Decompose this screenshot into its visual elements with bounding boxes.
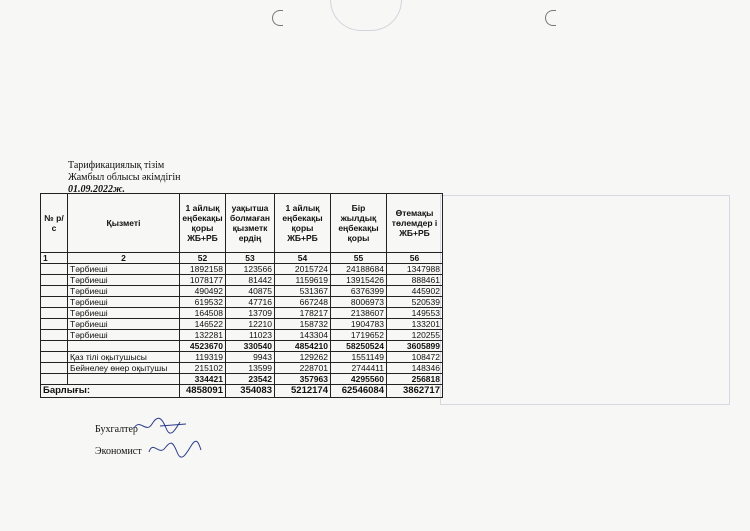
- value-cell: 2138607: [331, 308, 387, 319]
- row-no: [41, 286, 68, 297]
- table-row: [41, 363, 443, 374]
- value-cell: 13709: [226, 308, 275, 319]
- subtotal-cell: 4854210: [275, 341, 331, 352]
- doc-date: 01.09.2022ж.: [68, 184, 126, 195]
- org-name: Жамбыл облысы әкімдігін: [68, 172, 181, 183]
- value-cell: 123566: [226, 264, 275, 275]
- document-header: [68, 160, 180, 196]
- value-cell: 13915426: [331, 275, 387, 286]
- value-cell: 490492: [180, 286, 226, 297]
- value-cell: 1892158: [180, 264, 226, 275]
- position-name: Тәрбиеші: [68, 330, 180, 341]
- total-cell: 4858091: [180, 385, 226, 398]
- row-no: [41, 319, 68, 330]
- value-cell: 164508: [180, 308, 226, 319]
- tariff-table: [40, 193, 443, 398]
- value-cell: 2015724: [275, 264, 331, 275]
- empty-cell: [41, 341, 68, 352]
- table-row: [41, 319, 443, 330]
- position-name: Тәрбиеші: [68, 275, 180, 286]
- bleed-through-seal: [330, 0, 402, 31]
- value-cell: 108472: [387, 352, 443, 363]
- value-cell: 12210: [226, 319, 275, 330]
- value-cell: 24188684: [331, 264, 387, 275]
- index-cell: 56: [387, 253, 443, 264]
- value-cell: 520539: [387, 297, 443, 308]
- col-header-no: № р/с: [41, 194, 68, 253]
- subtotal-cell: 3605899: [387, 341, 443, 352]
- value-cell: 129262: [275, 352, 331, 363]
- empty-cell: [41, 374, 68, 385]
- value-cell: 11023: [226, 330, 275, 341]
- value-cell: 2744411: [331, 363, 387, 374]
- value-cell: 132281: [180, 330, 226, 341]
- bleed-through-table: [440, 195, 730, 405]
- doc-title: Тарификациялық тізім: [68, 160, 165, 171]
- value-cell: 120255: [387, 330, 443, 341]
- empty-cell: [68, 374, 180, 385]
- total-row: [41, 385, 443, 398]
- subtotal-cell: 23542: [226, 374, 275, 385]
- subtotal-cell: 4295560: [331, 374, 387, 385]
- value-cell: 888461: [387, 275, 443, 286]
- subtotal-cell: 58250524: [331, 341, 387, 352]
- position-name: Қаз тілі оқытушысы: [68, 352, 180, 363]
- subtotal-row: [41, 374, 443, 385]
- value-cell: 445902: [387, 286, 443, 297]
- table-row: [41, 297, 443, 308]
- value-cell: 1159619: [275, 275, 331, 286]
- value-cell: 148346: [387, 363, 443, 374]
- economist-label: Экономист: [95, 446, 142, 457]
- col-header-absent-staff: уақытша болмаған қызметк ердің: [226, 194, 275, 253]
- col-header-monthly-fund: 1 айлық еңбекақы қоры ЖБ+РБ: [180, 194, 226, 253]
- value-cell: 133201: [387, 319, 443, 330]
- subtotal-cell: 330540: [226, 341, 275, 352]
- value-cell: 158732: [275, 319, 331, 330]
- col-header-annual-fund: Бір жылдық еңбекақы қоры: [331, 194, 387, 253]
- value-cell: 9943: [226, 352, 275, 363]
- col-header-monthly-fund-2: 1 айлық еңбекақы қоры ЖБ+РБ: [275, 194, 331, 253]
- subtotal-cell: 256818: [387, 374, 443, 385]
- value-cell: 81442: [226, 275, 275, 286]
- index-cell: 1: [41, 253, 68, 264]
- total-label: Барлығы:: [41, 385, 180, 398]
- value-cell: 1719652: [331, 330, 387, 341]
- subtotal-cell: 357963: [275, 374, 331, 385]
- value-cell: 531367: [275, 286, 331, 297]
- accountant-signature: [130, 414, 190, 436]
- punch-hole: [272, 10, 283, 26]
- value-cell: 1904783: [331, 319, 387, 330]
- table-row: [41, 264, 443, 275]
- value-cell: 40875: [226, 286, 275, 297]
- table-row: [41, 275, 443, 286]
- table-row: [41, 308, 443, 319]
- total-cell: 354083: [226, 385, 275, 398]
- value-cell: 146522: [180, 319, 226, 330]
- row-no: [41, 352, 68, 363]
- row-no: [41, 308, 68, 319]
- position-name: Тәрбиеші: [68, 308, 180, 319]
- table-row: [41, 352, 443, 363]
- position-name: Бейнелеу өнер оқытушы: [68, 363, 180, 374]
- value-cell: 1551149: [331, 352, 387, 363]
- punch-hole: [545, 10, 556, 26]
- economist-signature: [145, 436, 205, 460]
- position-name: Тәрбиеші: [68, 297, 180, 308]
- value-cell: 6376399: [331, 286, 387, 297]
- position-name: Тәрбиеші: [68, 286, 180, 297]
- accountant-label: Бухгалтер: [95, 424, 138, 435]
- value-cell: 228701: [275, 363, 331, 374]
- index-cell: 52: [180, 253, 226, 264]
- position-name: Тәрбиеші: [68, 319, 180, 330]
- value-cell: 1347988: [387, 264, 443, 275]
- empty-cell: [68, 341, 180, 352]
- total-cell: 3862717: [387, 385, 443, 398]
- value-cell: 619532: [180, 297, 226, 308]
- position-name: Тәрбиеші: [68, 264, 180, 275]
- row-no: [41, 297, 68, 308]
- value-cell: 119319: [180, 352, 226, 363]
- value-cell: 149553: [387, 308, 443, 319]
- table-row: [41, 330, 443, 341]
- value-cell: 1078177: [180, 275, 226, 286]
- value-cell: 178217: [275, 308, 331, 319]
- index-cell: 53: [226, 253, 275, 264]
- row-no: [41, 275, 68, 286]
- subtotal-cell: 4523670: [180, 341, 226, 352]
- total-cell: 62546084: [331, 385, 387, 398]
- value-cell: 215102: [180, 363, 226, 374]
- value-cell: 13599: [226, 363, 275, 374]
- value-cell: 143304: [275, 330, 331, 341]
- value-cell: 47716: [226, 297, 275, 308]
- total-cell: 5212174: [275, 385, 331, 398]
- row-no: [41, 330, 68, 341]
- index-cell: 54: [275, 253, 331, 264]
- row-no: [41, 264, 68, 275]
- col-header-position: Қызметі: [68, 194, 180, 253]
- value-cell: 667248: [275, 297, 331, 308]
- row-no: [41, 363, 68, 374]
- col-header-compensation: Өтемақы төлемдер і ЖБ+РБ: [387, 194, 443, 253]
- table-row: [41, 286, 443, 297]
- index-cell: 55: [331, 253, 387, 264]
- index-cell: 2: [68, 253, 180, 264]
- subtotal-cell: 334421: [180, 374, 226, 385]
- index-row: [41, 253, 443, 264]
- subtotal-row: [41, 341, 443, 352]
- value-cell: 8006973: [331, 297, 387, 308]
